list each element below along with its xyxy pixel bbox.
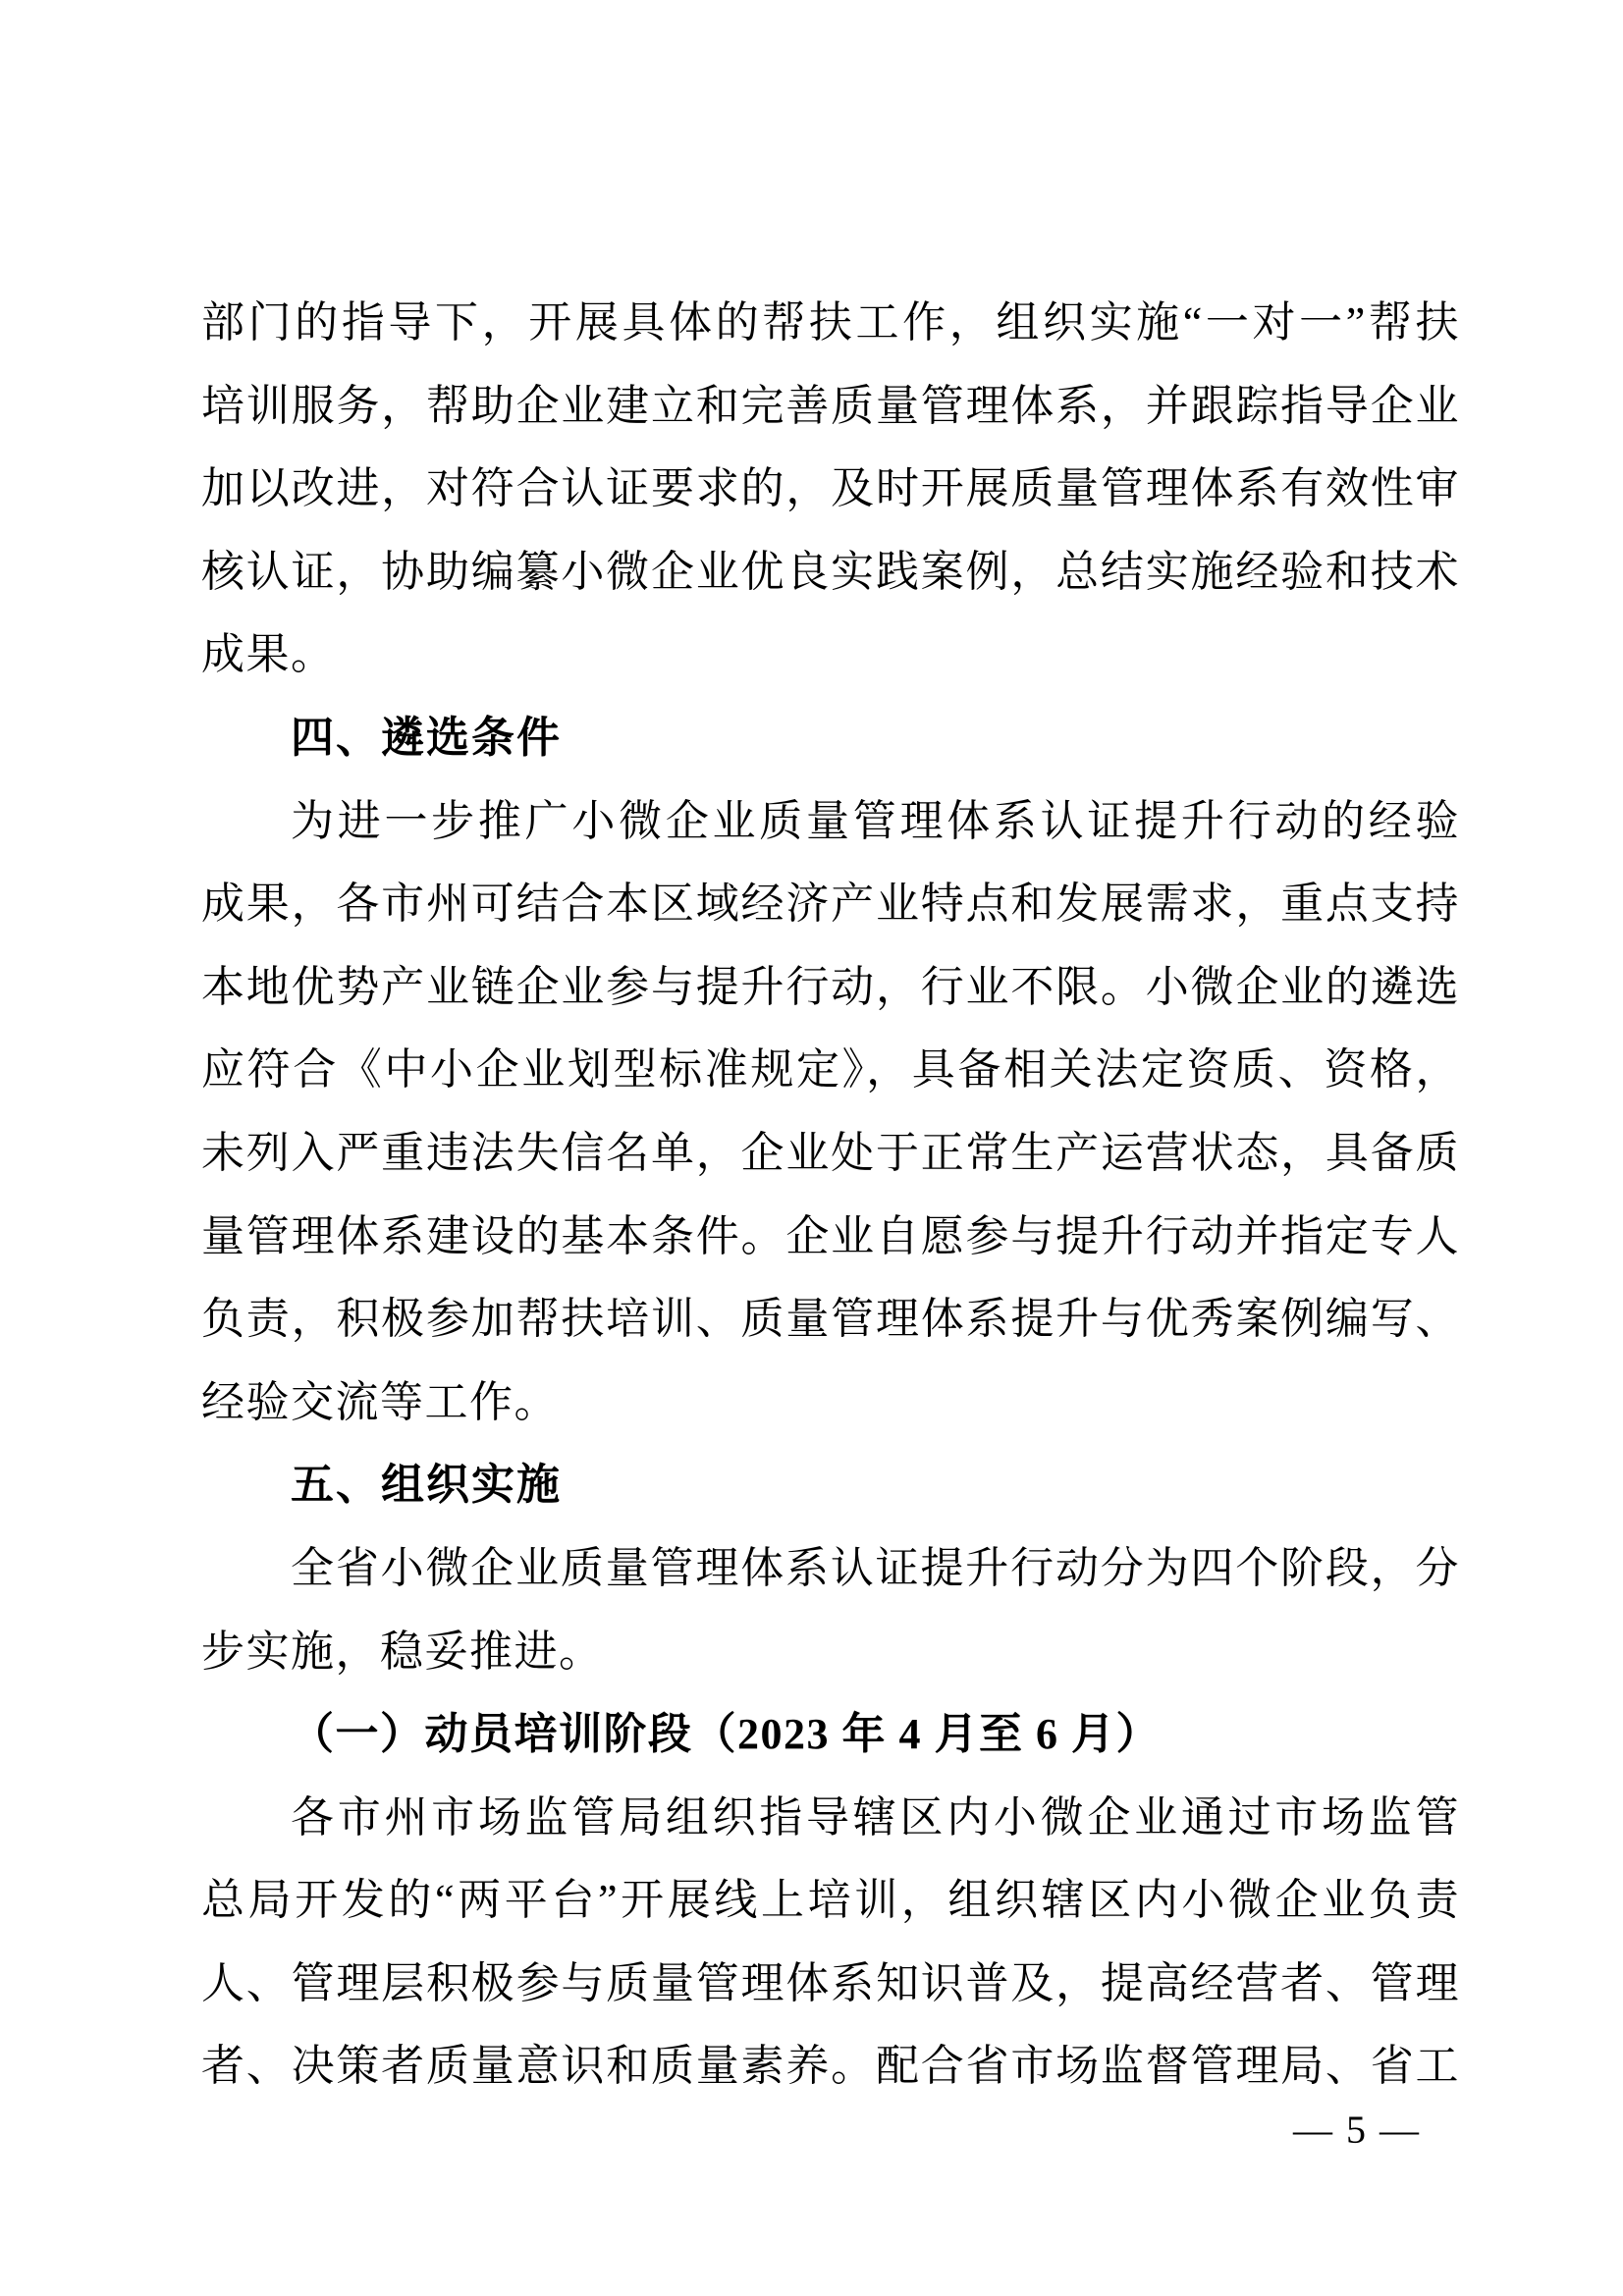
text-line: 量管理体系建设的基本条件。企业自愿参与提升行动并指定专人 — [201, 1211, 1460, 1260]
text-line: 全省小微企业质量管理体系认证提升行动分为四个阶段，分 — [291, 1543, 1460, 1592]
text-line: 部门的指导下，开展具体的帮扶工作，组织实施“一对一”帮扶 — [201, 298, 1460, 347]
text-line: 步实施，稳妥推进。 — [201, 1627, 604, 1676]
page-number: — 5 — — [1293, 2108, 1421, 2152]
text-line: 成果。 — [201, 630, 336, 679]
text-line: 负责，积极参加帮扶培训、质量管理体系提升与优秀案例编写、 — [201, 1295, 1460, 1344]
text-line: 人、管理层积极参与质量管理体系知识普及，提高经营者、管理 — [201, 1958, 1460, 2007]
text-line: 经验交流等工作。 — [201, 1377, 559, 1426]
text-line: 为进一步推广小微企业质量管理体系认证提升行动的经验 — [291, 796, 1460, 845]
text-line: 成果，各市州可结合本区域经济产业特点和发展需求，重点支持 — [201, 880, 1460, 929]
text-line: 未列入严重违法失信名单，企业处于正常生产运营状态，具备质 — [201, 1128, 1460, 1177]
text-line: 总局开发的“两平台”开展线上培训，组织辖区内小微企业负责 — [201, 1876, 1460, 1925]
document-body — [201, 282, 1460, 2109]
subsection-heading-mobilization-training-phase: （一）动员培训阶段（2023 年 4 月至 6 月） — [291, 1710, 1161, 1759]
text-line: 者、决策者质量意识和质量素养。配合省市场监督管理局、省工 — [201, 2042, 1460, 2091]
section-heading-selection-criteria: 四、遴选条件 — [291, 713, 562, 762]
text-line: 核认证，协助编纂小微企业优良实践案例，总结实施经验和技术 — [201, 547, 1460, 596]
section-heading-organization: 五、组织实施 — [291, 1461, 562, 1510]
text-line: 本地优势产业链企业参与提升行动，行业不限。小微企业的遴选 — [201, 962, 1460, 1011]
text-line: 培训服务，帮助企业建立和完善质量管理体系，并跟踪指导企业 — [201, 381, 1460, 430]
text-line: 应符合《中小企业划型标准规定》，具备相关法定资质、资格， — [201, 1045, 1460, 1095]
text-line: 加以改进，对符合认证要求的，及时开展质量管理体系有效性审 — [201, 464, 1460, 513]
text-line: 各市州市场监管局组织指导辖区内小微企业通过市场监管 — [291, 1792, 1460, 1842]
